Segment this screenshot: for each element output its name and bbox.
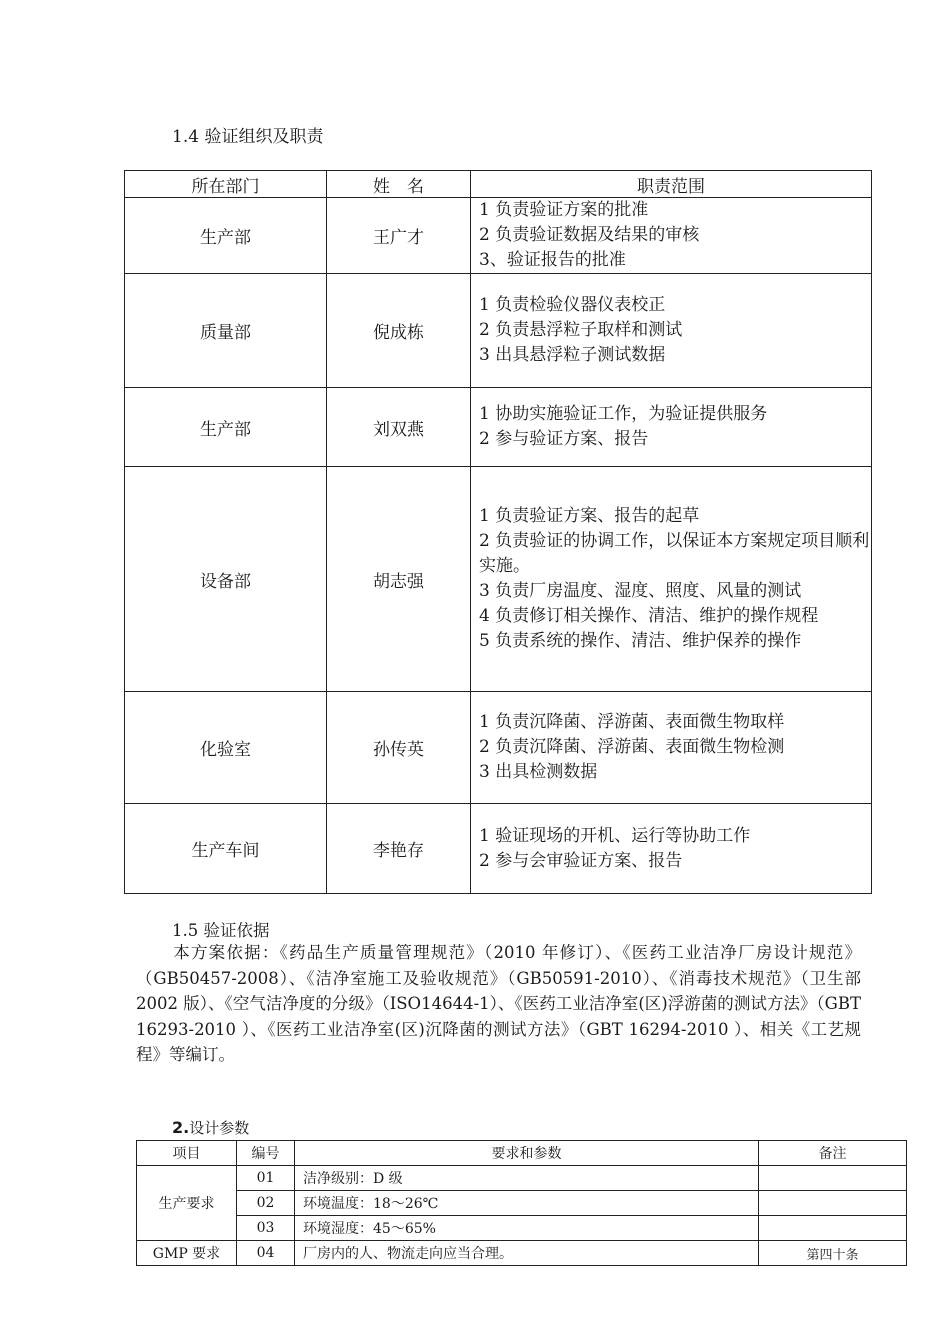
duties-cell [471, 467, 872, 692]
dept-cell: 质量部 [125, 274, 327, 388]
duty-line: 2 参与会审验证方案、报告 [479, 850, 683, 871]
column-header-note: 备注 [759, 1141, 907, 1166]
note-cell [759, 1166, 907, 1191]
name-cell: 李艳存 [327, 804, 471, 894]
item-cell: 生产要求 [137, 1166, 237, 1241]
requirement-cell: 洁净级别：D 级 [295, 1166, 759, 1191]
dept-cell: 生产车间 [125, 804, 327, 894]
note-cell [759, 1216, 907, 1241]
table-row [125, 388, 872, 467]
duty-line: 1 协助实施验证工作，为验证提供服务 [479, 404, 768, 424]
column-header-name: 姓 名 [327, 171, 471, 198]
column-header-requirement: 要求和参数 [295, 1141, 759, 1166]
section-2-text: 设计参数 [189, 1119, 250, 1137]
table-header-row [137, 1141, 907, 1166]
dept-cell: 设备部 [125, 467, 327, 692]
section-1-5-title: 1.5 验证依据 [172, 921, 270, 940]
note-cell [759, 1191, 907, 1216]
table-row [137, 1191, 907, 1216]
duty-line: 1 验证现场的开机、运行等协助工作 [479, 825, 751, 846]
table-row [125, 274, 872, 388]
table-row [125, 467, 872, 692]
column-header-code: 编号 [237, 1141, 295, 1166]
section-2-title [172, 1117, 249, 1138]
duties-cell [471, 692, 872, 804]
duty-line: 2 负责沉降菌、浮游菌、表面微生物检测 [479, 737, 785, 757]
column-header-dept: 所在部门 [125, 171, 327, 198]
name-cell: 倪成栋 [327, 274, 471, 388]
duty-line: 2 参与验证方案、报告 [479, 429, 649, 449]
duties-cell [471, 198, 872, 274]
name-cell: 胡志强 [327, 467, 471, 692]
code-cell: 02 [237, 1191, 295, 1216]
basis-text: 本方案依据：《药品生产质量管理规范》（2010 年修订）、《医药工业洁净厂房设计规范》（GB50457-2008）、《洁净室施工及验收规范》（GB50591-2010）、《消毒技术规范》（卫生部 2002 版）、《空气洁净度的分级》（ISO14644-1）、《医药工业洁净室(区)浮游菌的测试方法》（GBT 16293-2010 ）、《医药工业洁净室(区)沉降菌的测试方法》（GBT 16294-2010 ）、相关《工艺规程》等编订。 [136, 943, 861, 1064]
duty-line: 3 出具悬浮粒子测试数据 [479, 345, 666, 365]
table-header-row [125, 171, 872, 198]
name-cell: 孙传英 [327, 692, 471, 804]
section-2-number: 2. [172, 1118, 190, 1137]
duty-line: 1 负责沉降菌、浮游菌、表面微生物取样 [479, 712, 785, 732]
duty-line: 1 负责验证方案的批准 [479, 200, 649, 220]
requirement-cell: 环境湿度：45～65% [295, 1216, 759, 1241]
table-row [137, 1166, 907, 1191]
column-header-duties: 职责范围 [471, 171, 872, 198]
duty-line: 5 负责系统的操作、清洁、维护保养的操作 [479, 631, 802, 651]
duty-line: 2 负责悬浮粒子取样和测试 [479, 320, 683, 340]
table-row [137, 1216, 907, 1241]
duty-line: 1 负责验证方案、报告的起草 [479, 506, 700, 526]
duty-line: 3、验证报告的批准 [479, 250, 626, 270]
requirement-cell: 环境温度：18～26℃ [295, 1191, 759, 1216]
duties-cell [471, 804, 872, 894]
requirement-cell: 厂房内的人、物流走向应当合理。 [295, 1241, 759, 1266]
duties-cell [471, 388, 872, 467]
column-header-item: 项目 [137, 1141, 237, 1166]
duty-line: 2 负责验证数据及结果的审核 [479, 225, 700, 245]
duties-cell [471, 274, 872, 388]
dept-cell: 生产部 [125, 198, 327, 274]
table-row [125, 804, 872, 894]
design-parameters-table [136, 1140, 907, 1266]
dept-cell: 生产部 [125, 388, 327, 467]
dept-cell: 化验室 [125, 692, 327, 804]
duty-line: 2 负责验证的协调工作，以保证本方案规定项目顺利实施。 [479, 531, 870, 576]
code-cell: 04 [237, 1241, 295, 1266]
section-1-4-title: 1.4 验证组织及职责 [172, 127, 324, 147]
code-cell: 03 [237, 1216, 295, 1241]
name-cell: 王广才 [327, 198, 471, 274]
duty-line: 3 出具检测数据 [479, 762, 598, 782]
note-cell: 第四十条 [759, 1241, 907, 1266]
table-row [125, 198, 872, 274]
item-cell: GMP 要求 [137, 1241, 237, 1266]
duty-line: 4 负责修订相关操作、清洁、维护的操作规程 [479, 606, 819, 626]
code-cell: 01 [237, 1166, 295, 1191]
table-row [137, 1241, 907, 1266]
duty-line: 1 负责检验仪器仪表校正 [479, 295, 666, 315]
organization-table [124, 170, 872, 894]
name-cell: 刘双燕 [327, 388, 471, 467]
basis-paragraph [136, 940, 861, 1068]
table-row [125, 692, 872, 804]
duty-line: 3 负责厂房温度、湿度、照度、风量的测试 [479, 581, 802, 601]
